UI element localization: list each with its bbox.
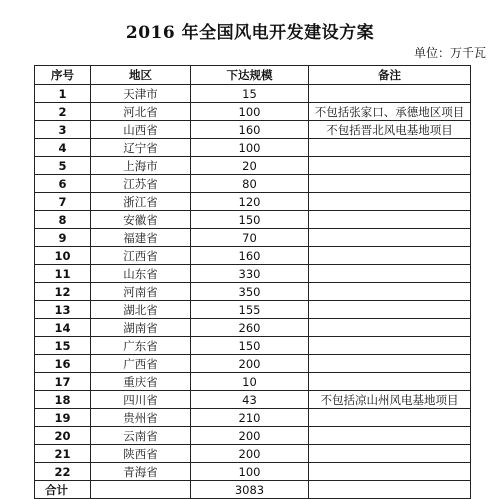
table-row	[35, 445, 471, 463]
row-region: 四川省	[91, 391, 191, 409]
row-region: 山东省	[91, 265, 191, 283]
row-region: 江苏省	[91, 175, 191, 193]
row-scale: 43	[191, 391, 309, 409]
row-region: 江西省	[91, 247, 191, 265]
row-seq: 19	[35, 409, 91, 427]
row-region: 湖南省	[91, 319, 191, 337]
row-remark: 不包括晋北风电基地项目	[309, 121, 471, 139]
table-row	[35, 85, 471, 103]
row-remark	[309, 229, 471, 247]
row-seq: 22	[35, 463, 91, 481]
row-scale: 200	[191, 355, 309, 373]
table-row	[35, 121, 471, 139]
row-remark	[309, 337, 471, 355]
row-region: 山西省	[91, 121, 191, 139]
table-row	[35, 319, 471, 337]
table-row	[35, 391, 471, 409]
row-seq: 20	[35, 427, 91, 445]
row-region: 河北省	[91, 103, 191, 121]
table-row	[35, 247, 471, 265]
table-row	[35, 139, 471, 157]
table-row	[35, 463, 471, 481]
row-seq: 12	[35, 283, 91, 301]
row-scale: 260	[191, 319, 309, 337]
row-seq: 2	[35, 103, 91, 121]
row-remark	[309, 427, 471, 445]
row-seq: 9	[35, 229, 91, 247]
row-scale: 150	[191, 337, 309, 355]
total-region	[91, 481, 191, 499]
row-remark	[309, 445, 471, 463]
row-region: 广东省	[91, 337, 191, 355]
row-scale: 70	[191, 229, 309, 247]
row-seq: 4	[35, 139, 91, 157]
row-seq: 3	[35, 121, 91, 139]
row-scale: 100	[191, 139, 309, 157]
row-scale: 200	[191, 445, 309, 463]
row-remark	[309, 157, 471, 175]
row-remark	[309, 85, 471, 103]
row-remark	[309, 265, 471, 283]
row-seq: 13	[35, 301, 91, 319]
row-remark	[309, 283, 471, 301]
row-remark	[309, 247, 471, 265]
row-scale: 120	[191, 193, 309, 211]
total-scale: 3083	[191, 481, 309, 499]
row-region: 青海省	[91, 463, 191, 481]
row-region: 广西省	[91, 355, 191, 373]
row-remark	[309, 301, 471, 319]
row-seq: 10	[35, 247, 91, 265]
total-row	[35, 481, 471, 499]
row-remark	[309, 355, 471, 373]
row-region: 陕西省	[91, 445, 191, 463]
table-row	[35, 157, 471, 175]
table-row	[35, 301, 471, 319]
row-remark: 不包括张家口、承德地区项目	[309, 103, 471, 121]
total-label: 合计	[35, 481, 91, 499]
row-scale: 10	[191, 373, 309, 391]
row-region: 天津市	[91, 85, 191, 103]
row-remark	[309, 139, 471, 157]
row-scale: 210	[191, 409, 309, 427]
unit-note: 单位：万千瓦	[413, 46, 486, 60]
row-seq: 1	[35, 85, 91, 103]
header-scale: 下达规模	[191, 66, 309, 85]
table-row	[35, 337, 471, 355]
row-region: 上海市	[91, 157, 191, 175]
row-region: 云南省	[91, 427, 191, 445]
row-seq: 11	[35, 265, 91, 283]
row-seq: 7	[35, 193, 91, 211]
table-row	[35, 193, 471, 211]
row-seq: 21	[35, 445, 91, 463]
row-scale: 200	[191, 427, 309, 445]
row-scale: 20	[191, 157, 309, 175]
row-region: 安徽省	[91, 211, 191, 229]
row-seq: 5	[35, 157, 91, 175]
table-row	[35, 103, 471, 121]
table-row	[35, 265, 471, 283]
table-row	[35, 229, 471, 247]
row-scale: 15	[191, 85, 309, 103]
row-scale: 80	[191, 175, 309, 193]
row-seq: 17	[35, 373, 91, 391]
row-seq: 18	[35, 391, 91, 409]
row-remark	[309, 211, 471, 229]
row-region: 浙江省	[91, 193, 191, 211]
row-scale: 150	[191, 211, 309, 229]
row-remark	[309, 193, 471, 211]
page-title: 2016 年全国风电开发建设方案	[125, 23, 375, 43]
row-scale: 350	[191, 283, 309, 301]
row-region: 贵州省	[91, 409, 191, 427]
row-seq: 15	[35, 337, 91, 355]
row-remark	[309, 409, 471, 427]
row-region: 重庆省	[91, 373, 191, 391]
wind-power-plan-table	[34, 65, 471, 499]
row-scale: 100	[191, 463, 309, 481]
table-row	[35, 427, 471, 445]
row-scale: 155	[191, 301, 309, 319]
table-row	[35, 373, 471, 391]
row-seq: 6	[35, 175, 91, 193]
row-seq: 16	[35, 355, 91, 373]
table-row	[35, 211, 471, 229]
table-row	[35, 175, 471, 193]
header-remark: 备注	[309, 66, 471, 85]
total-remark	[309, 481, 471, 499]
row-seq: 8	[35, 211, 91, 229]
row-region: 湖北省	[91, 301, 191, 319]
header-seq: 序号	[35, 66, 91, 85]
table-row	[35, 283, 471, 301]
header-region: 地区	[91, 66, 191, 85]
table-row	[35, 409, 471, 427]
row-remark: 不包括凉山州风电基地项目	[309, 391, 471, 409]
row-remark	[309, 373, 471, 391]
row-scale: 100	[191, 103, 309, 121]
row-scale: 330	[191, 265, 309, 283]
table-row	[35, 355, 471, 373]
row-region: 福建省	[91, 229, 191, 247]
row-remark	[309, 175, 471, 193]
row-region: 河南省	[91, 283, 191, 301]
row-seq: 14	[35, 319, 91, 337]
row-scale: 160	[191, 121, 309, 139]
header-row	[35, 66, 471, 85]
row-scale: 160	[191, 247, 309, 265]
row-remark	[309, 319, 471, 337]
row-region: 辽宁省	[91, 139, 191, 157]
row-remark	[309, 463, 471, 481]
